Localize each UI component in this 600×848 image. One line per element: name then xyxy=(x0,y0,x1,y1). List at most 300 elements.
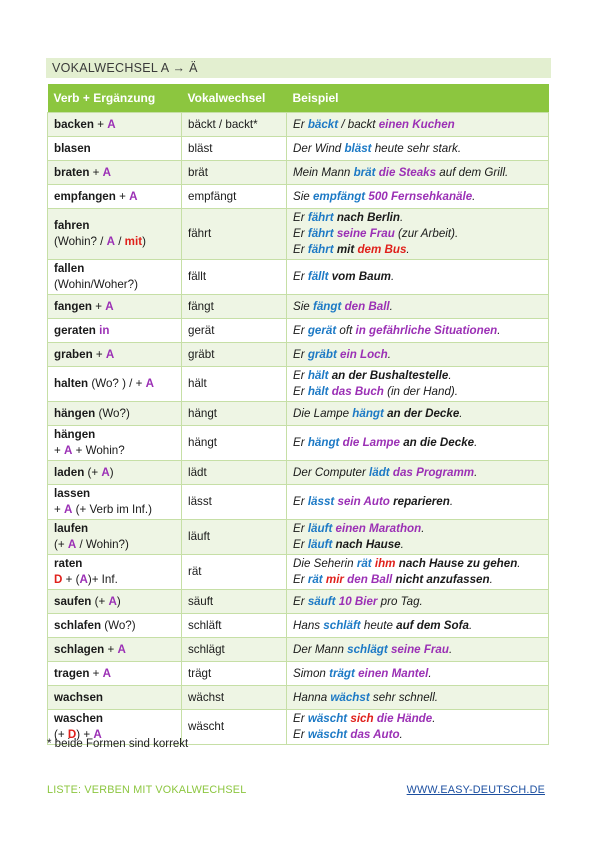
verb-cell xyxy=(48,426,182,461)
text-vform: gräbt xyxy=(307,347,337,361)
text-a: A xyxy=(93,728,102,741)
example-sentence xyxy=(293,226,543,242)
text-segment: Er xyxy=(293,270,308,283)
text-segment: + xyxy=(92,347,106,361)
text-segment: Er xyxy=(293,347,308,361)
text-segment: hängt xyxy=(188,406,218,420)
text-verb: backen xyxy=(54,117,94,131)
text-vform: wächst xyxy=(330,690,370,704)
text-segment: Er xyxy=(293,369,308,382)
text-segment: . xyxy=(468,618,473,632)
text-segment: Der Wind xyxy=(293,141,345,155)
text-segment: . xyxy=(421,522,425,535)
table-row xyxy=(48,485,549,520)
text-vform: schlägt xyxy=(347,642,388,656)
example-sentence xyxy=(293,521,543,537)
verb-cell xyxy=(48,485,182,520)
example-cell xyxy=(287,402,549,426)
text-segment: . xyxy=(448,369,452,382)
text-obj: das Programm xyxy=(392,465,475,479)
text-segment: wächst xyxy=(188,690,225,704)
example-cell xyxy=(287,590,549,614)
table-row xyxy=(48,638,549,662)
text-segment: Die Seherin xyxy=(293,557,357,570)
text-segment: rät xyxy=(188,565,202,578)
text-vform: rät xyxy=(307,573,323,586)
text-segment: Sie xyxy=(293,299,313,313)
verb-cell xyxy=(48,367,182,402)
vowel-change-cell xyxy=(182,113,287,137)
example-sentence xyxy=(293,368,543,384)
verb-cell xyxy=(48,520,182,555)
text-segment: Der Computer xyxy=(293,465,370,479)
text-vform: bäckt xyxy=(307,117,339,131)
example-cell xyxy=(287,686,549,710)
example-cell xyxy=(287,426,549,461)
text-a: A xyxy=(67,538,77,551)
text-segment: pro Tag. xyxy=(377,594,423,608)
text-segment: / xyxy=(115,235,125,248)
text-segment: schlägt xyxy=(188,642,225,656)
example-cell xyxy=(287,185,549,209)
text-vform: schläft xyxy=(323,618,361,632)
text-a: A xyxy=(102,666,112,680)
text-segment: Er xyxy=(293,436,308,449)
table-row xyxy=(48,161,549,185)
text-segment: heute sehr stark. xyxy=(371,141,462,155)
text-place: nach Hause xyxy=(335,538,401,551)
verb-cell xyxy=(48,662,182,686)
footnote: * beide Formen sind korrekt xyxy=(47,738,189,750)
text-vform: hängt xyxy=(307,436,340,449)
verb-cell xyxy=(48,295,182,319)
text-segment: . xyxy=(474,465,478,479)
text-obj: das Buch xyxy=(331,385,384,398)
table-row xyxy=(48,209,549,260)
text-obj: einen Kuchen xyxy=(378,117,455,131)
text-segment: . xyxy=(449,495,454,508)
text-verb: fahren xyxy=(54,219,90,232)
example-cell xyxy=(287,367,549,402)
example-sentence xyxy=(293,242,543,258)
text-segment: brät xyxy=(188,165,208,179)
text-place: nicht anzufassen xyxy=(395,573,490,586)
text-segment: / Wohin?) xyxy=(76,538,129,551)
text-obj: den Ball xyxy=(344,299,390,313)
example-sentence xyxy=(293,690,543,706)
text-vform: wäscht xyxy=(307,728,348,741)
verb-cell xyxy=(48,260,182,295)
example-cell xyxy=(287,662,549,686)
text-segment: (Wohin? / xyxy=(54,235,107,248)
text-dat: mir xyxy=(325,573,344,586)
table-row xyxy=(48,343,549,367)
text-obj: sein Auto xyxy=(337,495,390,508)
verb-cell xyxy=(48,402,182,426)
text-segment: )+ Inf. xyxy=(87,573,118,586)
table-row xyxy=(48,367,549,402)
example-sentence xyxy=(293,435,543,451)
vowel-change-cell xyxy=(182,520,287,555)
text-obj: seine Frau xyxy=(336,227,395,240)
example-cell xyxy=(287,319,549,343)
example-sentence xyxy=(293,618,543,634)
table-row xyxy=(48,319,549,343)
text-verb: waschen xyxy=(54,712,103,725)
text-segment: . xyxy=(517,557,521,570)
table-header-row xyxy=(48,84,549,113)
text-segment: lädt xyxy=(188,465,207,479)
text-segment: (Wo?) xyxy=(95,406,130,420)
vowel-change-cell xyxy=(182,319,287,343)
text-segment: . xyxy=(432,712,436,725)
text-segment: (in der Hand). xyxy=(383,385,458,398)
example-sentence xyxy=(293,141,543,157)
example-sentence xyxy=(293,189,543,205)
text-verb: hängen xyxy=(54,428,96,441)
text-segment: (Wohin/Woher?) xyxy=(54,278,138,291)
text-segment: Er xyxy=(293,495,308,508)
text-segment: ) + xyxy=(76,728,94,741)
text-segment: bäckt / backt* xyxy=(188,117,258,131)
text-obj: in gefährliche Situationen xyxy=(355,323,498,337)
text-segment: gräbt xyxy=(188,347,215,361)
table-row xyxy=(48,590,549,614)
example-sentence xyxy=(293,210,543,226)
text-segment: (+ xyxy=(54,538,68,551)
example-sentence xyxy=(293,572,543,588)
text-obj: 500 Fernsehkanäle xyxy=(368,189,473,203)
text-a: A xyxy=(108,594,117,608)
table-row xyxy=(48,137,549,161)
verb-cell xyxy=(48,185,182,209)
table-row xyxy=(48,402,549,426)
text-segment: (Wo? ) / + xyxy=(88,377,146,390)
text-a: A xyxy=(102,165,112,179)
example-sentence xyxy=(293,347,543,363)
text-obj: die Hände xyxy=(376,712,433,725)
example-sentence xyxy=(293,465,543,481)
text-segment: (+ xyxy=(54,728,68,741)
text-vform: brät xyxy=(353,165,376,179)
text-segment: + xyxy=(115,189,130,203)
text-vform: fährt xyxy=(307,227,334,240)
text-segment: Er xyxy=(293,211,308,224)
text-segment: . xyxy=(390,270,395,283)
text-obj: seine Frau xyxy=(390,642,449,656)
text-vform: lässt xyxy=(307,495,335,508)
text-segment: (+ xyxy=(91,594,109,608)
text-a: A xyxy=(106,235,115,248)
vowel-change-cell xyxy=(182,614,287,638)
text-place: vom Baum xyxy=(331,270,391,283)
text-verb: laufen xyxy=(54,522,89,535)
text-vform: fährt xyxy=(307,243,334,256)
text-verb: wachsen xyxy=(54,690,103,704)
vowel-change-cell xyxy=(182,638,287,662)
vowel-change-cell xyxy=(182,295,287,319)
text-segment: + ( xyxy=(62,573,80,586)
vowel-change-cell xyxy=(182,185,287,209)
text-dat: dem Bus xyxy=(357,243,407,256)
vowel-change-cell xyxy=(182,402,287,426)
text-segment: lässt xyxy=(188,495,212,508)
text-a: A xyxy=(64,444,73,457)
example-sentence xyxy=(293,537,543,553)
example-sentence xyxy=(293,666,543,682)
text-segment: . xyxy=(399,728,403,741)
text-segment: Mein Mann xyxy=(293,165,354,179)
text-segment: läuft xyxy=(188,530,210,543)
text-segment: empfängt xyxy=(188,189,237,203)
column-header-example: Beispiel xyxy=(287,84,549,113)
table-row xyxy=(48,295,549,319)
text-segment: auf dem Grill. xyxy=(436,165,509,179)
text-obj: die Steaks xyxy=(378,165,437,179)
example-sentence xyxy=(293,323,543,339)
text-verb: braten xyxy=(54,165,90,179)
text-segment: Die Lampe xyxy=(293,406,353,420)
vowel-change-cell xyxy=(182,485,287,520)
vowel-change-cell xyxy=(182,426,287,461)
example-cell xyxy=(287,343,549,367)
vowel-change-cell xyxy=(182,209,287,260)
example-cell xyxy=(287,295,549,319)
text-vform: trägt xyxy=(329,666,355,680)
text-verb: fallen xyxy=(54,262,85,275)
text-vform: fällt xyxy=(307,270,329,283)
text-vform: läuft xyxy=(307,522,333,535)
text-segment: fängt xyxy=(188,299,214,313)
text-segment: bläst xyxy=(188,141,213,155)
verb-cell xyxy=(48,209,182,260)
text-verb: schlagen xyxy=(54,642,105,656)
text-obj: das Auto xyxy=(350,728,400,741)
text-vform: fährt xyxy=(307,211,334,224)
vowel-change-cell xyxy=(182,461,287,485)
text-segment: + xyxy=(93,117,108,131)
example-sentence xyxy=(293,406,543,422)
text-segment: Er xyxy=(293,712,308,725)
text-segment: wäscht xyxy=(188,720,225,733)
example-sentence xyxy=(293,711,543,727)
text-vform: säuft xyxy=(307,594,336,608)
text-verb: geraten xyxy=(54,323,96,337)
text-segment: fährt xyxy=(188,227,212,240)
text-vform: hält xyxy=(307,369,329,382)
verb-cell xyxy=(48,555,182,590)
example-cell xyxy=(287,161,549,185)
text-a: A xyxy=(64,503,73,516)
text-verb: schlafen xyxy=(54,618,102,632)
text-segment: Sie xyxy=(293,189,313,203)
text-segment: Hanna xyxy=(293,690,331,704)
text-verb: saufen xyxy=(54,594,92,608)
text-verb: empfangen xyxy=(54,189,116,203)
text-segment: . xyxy=(489,573,493,586)
text-segment: trägt xyxy=(188,666,212,680)
example-cell xyxy=(287,520,549,555)
example-cell xyxy=(287,260,549,295)
text-segment: fällt xyxy=(188,270,207,283)
vowel-change-cell xyxy=(182,367,287,402)
example-cell xyxy=(287,710,549,745)
verb-cell xyxy=(48,343,182,367)
table-row xyxy=(48,426,549,461)
text-segment: Er xyxy=(293,385,308,398)
text-segment: Hans xyxy=(293,618,324,632)
vowel-change-cell xyxy=(182,260,287,295)
verb-cell xyxy=(48,686,182,710)
text-segment: (+ Verb im Inf.) xyxy=(72,503,152,516)
verb-cell xyxy=(48,137,182,161)
text-obj: den Ball xyxy=(347,573,393,586)
text-a: A xyxy=(101,465,110,479)
text-place: auf dem Sofa xyxy=(396,618,469,632)
text-segment: Er xyxy=(293,728,308,741)
text-verb: tragen xyxy=(54,666,90,680)
text-a: A xyxy=(107,117,116,131)
table-row xyxy=(48,461,549,485)
text-obj: einen Marathon xyxy=(335,522,422,535)
text-segment: + xyxy=(92,299,106,313)
text-verb: laden xyxy=(54,465,85,479)
text-segment: Der Mann xyxy=(293,642,348,656)
example-cell xyxy=(287,209,549,260)
footer-website-link[interactable]: WWW.EASY-DEUTSCH.DE xyxy=(406,784,545,796)
text-verb: graben xyxy=(54,347,93,361)
example-cell xyxy=(287,638,549,662)
text-segment: . xyxy=(387,347,391,361)
table-row xyxy=(48,555,549,590)
text-vform: empfängt xyxy=(312,189,366,203)
text-segment: Simon xyxy=(293,666,330,680)
text-segment: . xyxy=(459,406,463,420)
text-dat: ihm xyxy=(374,557,396,570)
table-row xyxy=(48,686,549,710)
column-header-vowel-change: Vokalwechsel xyxy=(182,84,287,113)
example-sentence xyxy=(293,299,543,315)
text-obj: einen Mantel xyxy=(358,666,429,680)
text-vform: bläst xyxy=(344,141,372,155)
table-row xyxy=(48,260,549,295)
verb-cell xyxy=(48,590,182,614)
text-place: nach Hause zu gehen xyxy=(398,557,518,570)
page-title: VOKALWECHSEL A → Ä xyxy=(46,58,551,78)
text-segment: Er xyxy=(293,117,308,131)
text-segment: . xyxy=(472,189,476,203)
vowel-change-cell xyxy=(182,137,287,161)
example-cell xyxy=(287,614,549,638)
text-segment: . xyxy=(428,666,432,680)
verb-cell xyxy=(48,638,182,662)
text-obj: ein Loch xyxy=(340,347,388,361)
table-row xyxy=(48,520,549,555)
text-segment: (Wo?) xyxy=(101,618,136,632)
text-vform: hält xyxy=(307,385,329,398)
text-segment: / backt xyxy=(338,117,379,131)
text-vform: lädt xyxy=(369,465,390,479)
verb-cell xyxy=(48,319,182,343)
table-row xyxy=(48,185,549,209)
text-segment: + Wohin? xyxy=(72,444,125,457)
text-segment: gerät xyxy=(188,323,215,337)
text-verb: raten xyxy=(54,557,83,570)
text-segment: säuft xyxy=(188,594,214,608)
verb-cell xyxy=(48,614,182,638)
text-segment: Er xyxy=(293,227,308,240)
text-place: nach Berlin xyxy=(336,211,400,224)
text-segment: . xyxy=(399,211,404,224)
text-segment: . xyxy=(400,538,404,551)
example-sentence xyxy=(293,642,543,658)
text-segment: (+ xyxy=(84,465,102,479)
text-segment: Er xyxy=(293,323,308,337)
vowel-change-cell xyxy=(182,590,287,614)
text-segment: hängt xyxy=(188,436,218,449)
text-segment: heute xyxy=(360,618,397,632)
text-segment: . xyxy=(406,243,410,256)
example-sentence xyxy=(293,556,543,572)
text-place: mit xyxy=(336,243,355,256)
text-mit: mit xyxy=(124,235,143,248)
text-vform: hängt xyxy=(352,406,384,420)
text-segment: . xyxy=(448,642,453,656)
text-a: A xyxy=(145,377,154,390)
verb-table xyxy=(47,84,549,745)
text-place: reparieren xyxy=(393,495,450,508)
vowel-change-cell xyxy=(182,555,287,590)
example-cell xyxy=(287,113,549,137)
text-place: an die Decke xyxy=(403,436,475,449)
example-cell xyxy=(287,555,549,590)
text-vform: läuft xyxy=(307,538,333,551)
text-segment: . xyxy=(497,323,501,337)
text-segment: + xyxy=(54,444,64,457)
text-segment: Er xyxy=(293,522,308,535)
vowel-change-cell xyxy=(182,662,287,686)
example-sentence xyxy=(293,594,543,610)
text-obj: 10 Bier xyxy=(338,594,378,608)
vowel-change-cell xyxy=(182,686,287,710)
example-sentence xyxy=(293,117,543,133)
text-a: A xyxy=(117,642,126,656)
text-segment: schläft xyxy=(188,618,222,632)
text-vform: gerät xyxy=(307,323,337,337)
text-segment: (zur Arbeit). xyxy=(394,227,459,240)
text-segment: Er xyxy=(293,594,308,608)
text-segment: hält xyxy=(188,377,207,390)
verb-cell xyxy=(48,161,182,185)
text-vform: wäscht xyxy=(307,712,348,725)
text-segment: Er xyxy=(293,243,308,256)
text-d: D xyxy=(54,573,63,586)
text-segment: Er xyxy=(293,538,308,551)
text-a: A xyxy=(129,189,138,203)
vowel-change-cell xyxy=(182,161,287,185)
example-sentence xyxy=(293,269,543,285)
footer-list-title: LISTE: VERBEN MIT VOKALWECHSEL xyxy=(47,784,247,796)
text-vform: rät xyxy=(356,557,372,570)
text-segment: + xyxy=(89,666,103,680)
text-a: in xyxy=(99,323,110,337)
text-a: A xyxy=(79,573,88,586)
text-segment: . xyxy=(474,436,478,449)
table-row xyxy=(48,662,549,686)
text-verb: lassen xyxy=(54,487,91,500)
example-sentence xyxy=(293,494,543,510)
example-cell xyxy=(287,137,549,161)
